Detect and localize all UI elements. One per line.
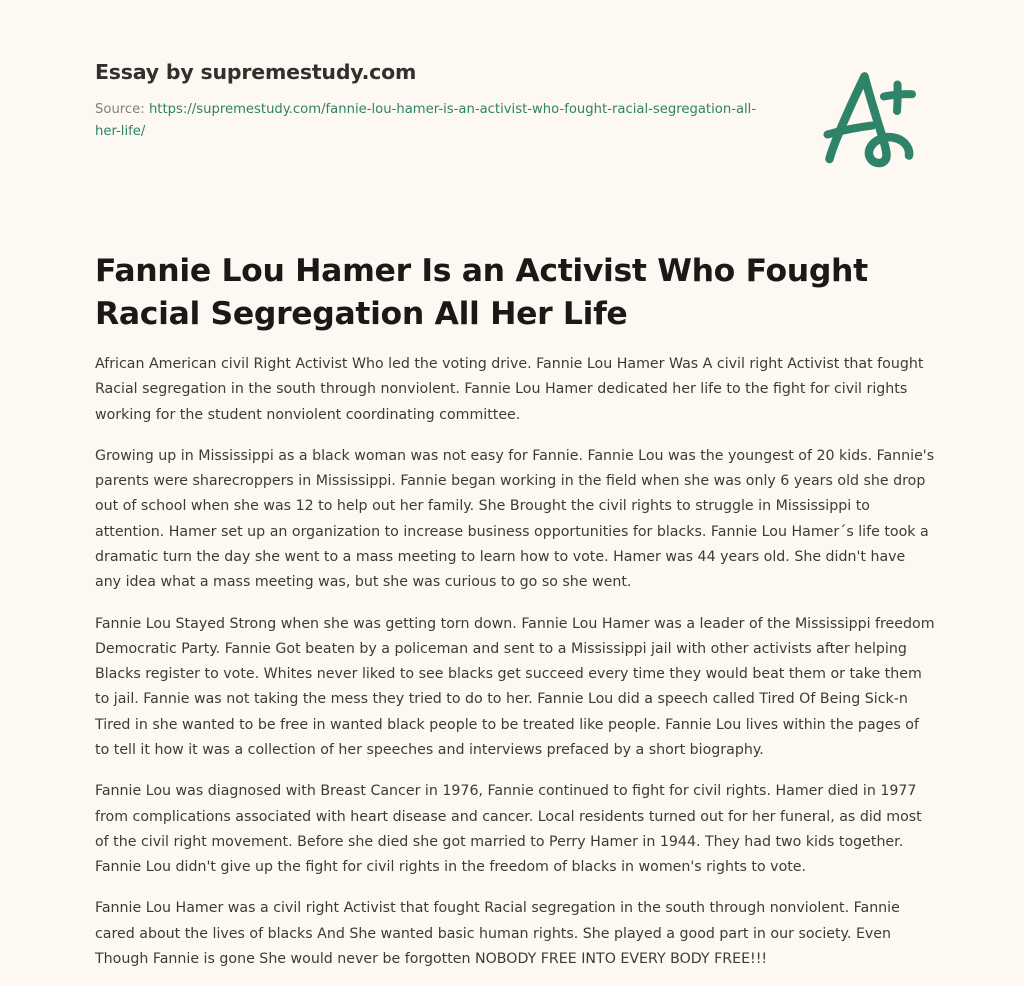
paragraph: Fannie Lou was diagnosed with Breast Cancer in 1976, Fannie continued to fight for civil rights. Hamer died in 1977 from complications associated with heart disease and cancer. Local residents turned out for her funeral, as did most of the civil right movement. Before she died she got married to Perry Hamer in 1944. They had two kids together. Fannie Lou didn't give up the fight for civil rights in the freedom of blacks in women's rights to vote. xyxy=(95,783,922,876)
source-url-link[interactable]: https://supremestudy.com/fannie-lou-hamer-is-an-activist-who-fought-racial-segregation-all-her-life/ xyxy=(95,101,757,140)
paragraph: Growing up in Mississippi as a black woman was not easy for Fannie. Fannie Lou was the youngest of 20 kids. Fannie's parents were sharecroppers in Mississippi. Fannie began working in the field when she was only 6 years old she drop out of school when she was 12 to help out her family. She Brought the civil rights to struggle in Mississippi to attention. Hamer set up an organization to increase business opportunities for blacks. Fannie Lou Hamer´s life took a dramatic turn the day she went to a mass meeting to learn how to vote. Hamer was 44 years old. She didn't have any idea what a mass meeting was, but she was curious to go so she went. xyxy=(95,447,935,591)
a-plus-logo[interactable] xyxy=(814,64,932,172)
essay-body xyxy=(95,352,935,972)
source-line xyxy=(95,99,775,144)
page-title: Fannie Lou Hamer Is an Activist Who Fought Racial Segregation All Her Life xyxy=(95,253,868,332)
document-header xyxy=(0,0,1024,200)
essay-byline: Essay by supremestudy.com xyxy=(95,60,417,84)
paragraph: African American civil Right Activist Who led the voting drive. Fannie Lou Hamer Was A civil right Activist that fought Racial segregation in the south through nonviolent. Fannie Lou Hamer dedicated her life to the fight for civil rights working for the student nonviolent coordinating committee. xyxy=(95,356,924,423)
paragraph: Fannie Lou Hamer was a civil right Activist that fought Racial segregation in the south through nonviolent. Fannie cared about the lives of blacks And She wanted basic human rights. She played a good part in our society. Even Though Fannie is gone She would never be forgotten NOBODY FREE INTO EVERY BODY FREE!!! xyxy=(95,900,900,967)
a-plus-logo-icon xyxy=(814,64,932,172)
source-label: Source: xyxy=(95,101,145,117)
paragraph: Fannie Lou Stayed Strong when she was getting torn down. Fannie Lou Hamer was a leader of the Mississippi freedom Democratic Party. Fannie Got beaten by a policeman and sent to a Mississippi jail with other activists after helping Blacks register to vote. Whites never liked to see blacks get succeed every time they would beat them or take them to jail. Fannie was not taking the mess they tried to do to her. Fannie Lou did a speech called Tired Of Being Sick-n Tired in she wanted to be free in wanted black people to be treated like people. Fannie Lou lives within the pages of to tell it how it was a collection of her speeches and interviews prefaced by a short biography. xyxy=(95,615,935,758)
brand-block xyxy=(95,60,775,144)
